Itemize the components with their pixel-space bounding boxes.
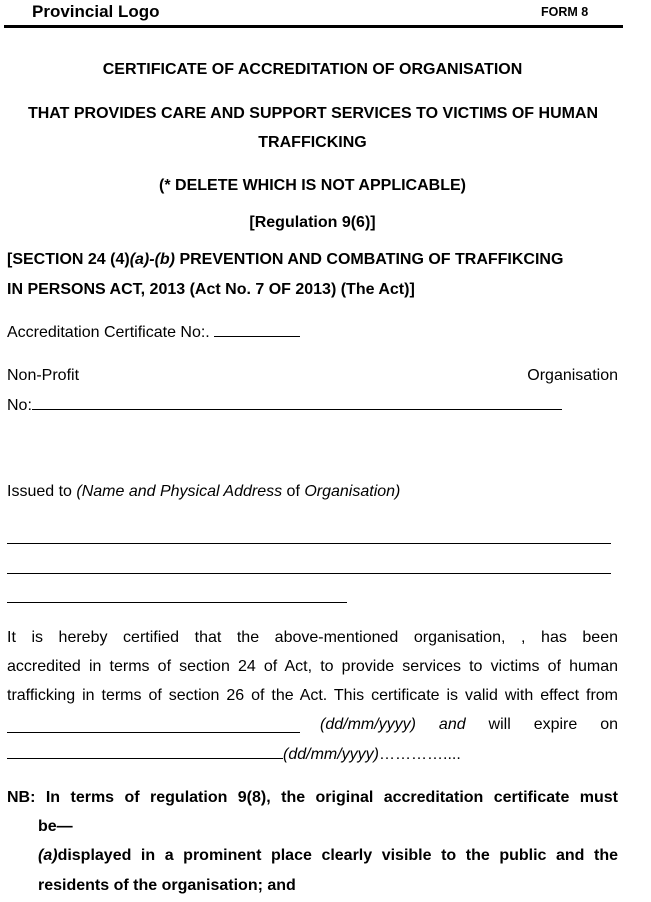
valid-from-date-field[interactable] bbox=[7, 732, 300, 733]
accreditation-number-label: Accreditation Certificate No:. bbox=[7, 324, 215, 341]
section-italic: (a)-(b) bbox=[129, 251, 175, 268]
title-line-3: TRAFFICKING bbox=[258, 134, 367, 151]
section-rest: PREVENTION AND COMBATING OF TRAFFIKCING bbox=[175, 251, 564, 268]
body-line-5 bbox=[7, 744, 618, 764]
section-prefix: [SECTION 24 (4) bbox=[7, 251, 130, 268]
body-line-2: accredited in terms of section 24 of Act, to provide services to victims of human bbox=[7, 658, 618, 675]
provincial-logo-label: Provincial Logo bbox=[32, 2, 160, 21]
and-word: and bbox=[438, 716, 466, 733]
regulation-reference: [Regulation 9(6)] bbox=[249, 214, 376, 231]
nb-item-a-line-1 bbox=[38, 846, 618, 866]
body-line-4 bbox=[320, 715, 618, 735]
delete-note: (* DELETE WHICH IS NOT APPLICABLE) bbox=[159, 177, 466, 194]
will-expire-text: will expire on bbox=[488, 716, 618, 733]
date-format-hint: (dd/mm/yyyy) bbox=[320, 716, 416, 733]
section-reference-line-1 bbox=[7, 250, 618, 270]
accreditation-number-field[interactable] bbox=[214, 322, 300, 337]
title-line-2: THAT PROVIDES CARE AND SUPPORT SERVICES TO VICTIMS OF HUMAN bbox=[27, 105, 599, 122]
body-line-3: trafficking in terms of section 26 of the Act. This certificate is valid with effect from bbox=[7, 687, 618, 704]
accreditation-number-row bbox=[7, 322, 618, 342]
nb-line-2: be— bbox=[38, 818, 73, 835]
npo-number-row bbox=[7, 395, 618, 415]
nb-line-1: NB: In terms of regulation 9(8), the original accreditation certificate must bbox=[7, 789, 618, 806]
issued-to-field-line-2[interactable] bbox=[7, 573, 611, 574]
npo-number-field[interactable] bbox=[32, 395, 562, 410]
form-number: FORM 8 bbox=[541, 5, 589, 19]
expiry-date-field[interactable] bbox=[7, 744, 283, 759]
nb-item-a-label: (a) bbox=[38, 847, 58, 864]
nb-item-a-line-2: residents of the organisation; and bbox=[38, 877, 296, 894]
title-line-1: CERTIFICATE OF ACCREDITATION OF ORGANISATION bbox=[102, 61, 523, 78]
npo-label-a: Non-Profit bbox=[7, 367, 80, 384]
npo-number-label: No: bbox=[7, 397, 32, 414]
issued-to-hint-a: (Name and Physical Address bbox=[76, 483, 283, 500]
npo-label-b: Organisation bbox=[527, 367, 618, 384]
issued-to-field-line-3[interactable] bbox=[7, 602, 347, 603]
date-format-hint-2: (dd/mm/yyyy) bbox=[283, 746, 379, 763]
trailing-dots: ………….... bbox=[379, 746, 461, 763]
issued-to-hint-b: Organisation) bbox=[304, 483, 401, 500]
body-line-1: It is hereby certified that the above-mentioned organisation, , has been bbox=[7, 629, 618, 646]
issued-to-field-line-1[interactable] bbox=[7, 543, 611, 544]
issued-to-mid: of bbox=[282, 483, 305, 500]
nb-item-a-text: displayed in a prominent place clearly visible to the public and the bbox=[57, 847, 618, 864]
issued-to-label bbox=[7, 482, 618, 502]
issued-to-text: Issued to bbox=[7, 483, 77, 500]
npo-label-row bbox=[7, 366, 618, 386]
header-rule bbox=[4, 25, 623, 28]
section-reference-line-2: IN PERSONS ACT, 2013 (Act No. 7 OF 2013) (The Act)] bbox=[7, 281, 415, 298]
